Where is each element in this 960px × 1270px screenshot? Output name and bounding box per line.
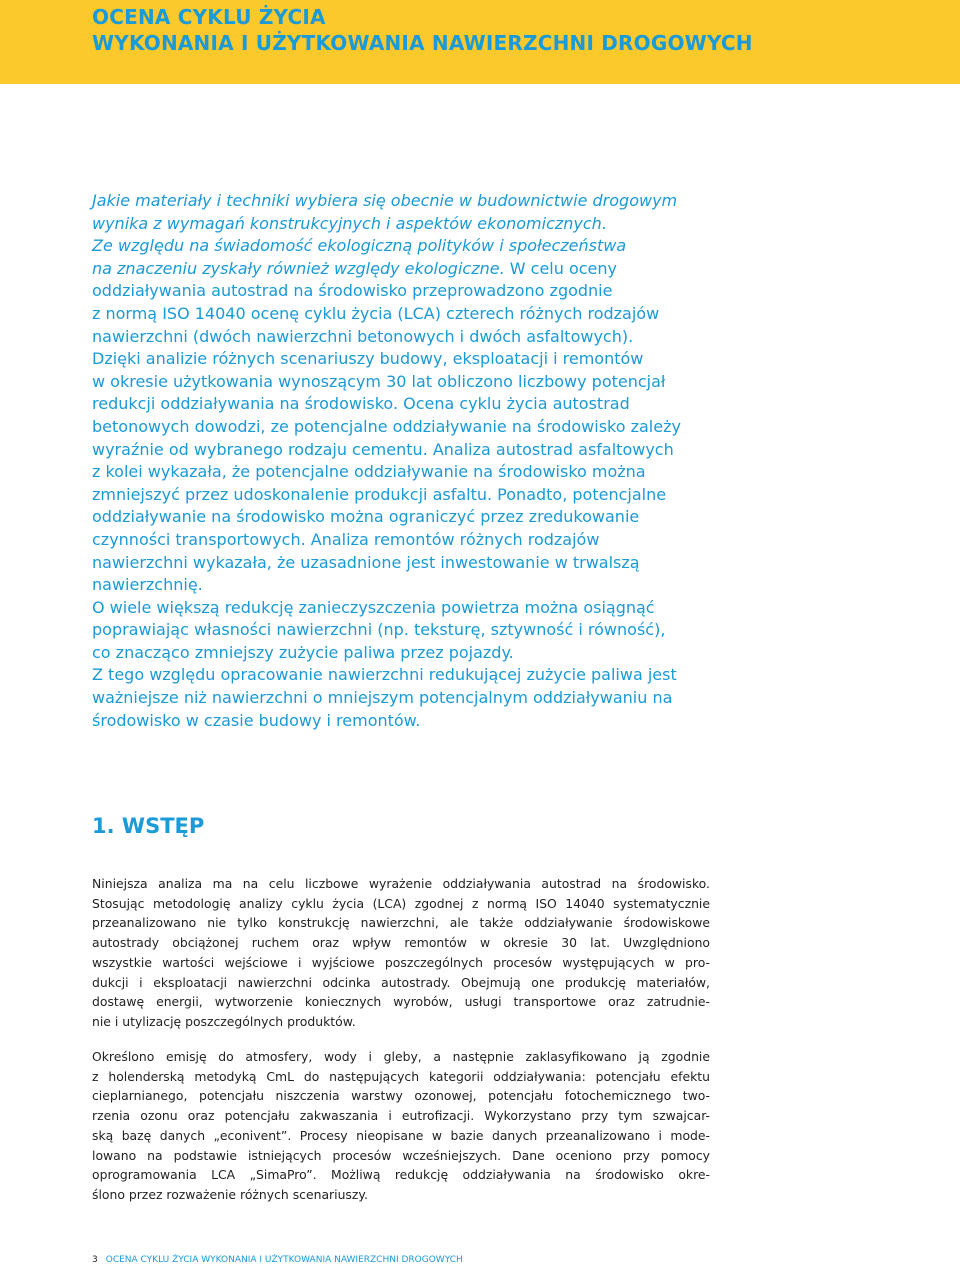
abstract-line-upright-part: W celu oceny [504, 258, 617, 278]
abstract-line: w okresie użytkowania wynoszącym 30 lat obliczono liczbowy potencjał [92, 371, 666, 391]
abstract-line: wyraźnie od wybranego rodzaju cementu. Analiza autostrad asfaltowych [92, 439, 674, 459]
abstract-line: betonowych dowodzi, ze potencjalne oddziaływanie na środowisko zależy [92, 416, 681, 436]
paragraph-line: Stosując metodologię analizy cyklu życia (LCA) zgodnej z normą ISO 14040 systematycznie [92, 895, 710, 911]
abstract-line: z normą ISO 14040 ocenę cyklu życia (LCA) czterech różnych rodzajów [92, 303, 660, 323]
document-title-line-1: OCENA CYKLU ŻYCIA [92, 5, 326, 29]
abstract-line: ważniejsze niż nawierzchni o mniejszym potencjalnym oddziaływaniu na [92, 688, 673, 708]
abstract-line: nawierzchni wykazała, że uzasadnione jest inwestowanie w trwalszą [92, 552, 640, 572]
abstract-line: Dzięki analizie różnych scenariuszy budowy, eksploatacji i remontów [92, 349, 644, 369]
abstract-line: nawierzchni (dwóch nawierzchni betonowych i dwóch asfaltowych). [92, 326, 634, 346]
paragraph-line: autostrady obciążonej ruchem oraz wpływ remontów w okresie 30 lat. Uwzględniono [92, 935, 710, 951]
paragraph-line: dostawę energii, wytworzenie koniecznych wyrobów, usługi transportowe oraz zatrudnie- [92, 994, 710, 1010]
abstract-line [92, 258, 872, 281]
abstract-line: oddziaływanie na środowisko można ograniczyć przez zredukowanie [92, 507, 640, 527]
paragraph-line: nie i utylizację poszczególnych produktów. [92, 1013, 356, 1029]
paragraph-line: Niniejsza analiza ma na celu liczbowe wyrażenie oddziaływania autostrad na środowisko. [92, 876, 710, 891]
document-title-line-2: WYKONANIA I UŻYTKOWANIA NAWIERZCHNI DROGOWYCH [92, 31, 753, 55]
abstract-line: środowisko w czasie budowy i remontów. [92, 710, 421, 730]
abstract-line: O wiele większą redukcję zanieczyszczenia powietrza można osiągnąć [92, 597, 655, 617]
paragraph-line: cieplarnianego, potencjału niszczenia warstwy ozonowej, potencjału fotochemicznego two- [92, 1088, 710, 1104]
paragraph-line: lowano na podstawie istniejących procesów wcześniejszych. Dane oceniono przy pomocy [92, 1147, 710, 1163]
paragraph-line: ślono przez rozważenie różnych scenariuszy. [92, 1186, 368, 1202]
abstract-line: z kolei wykazała, że potencjalne oddziaływanie na środowisko można [92, 462, 646, 482]
paragraph-line: przeanalizowano nie tylko konstrukcję nawierzchni, ale także oddziaływanie środowiskowe [92, 915, 710, 931]
abstract-line: oddziaływania autostrad na środowisko przeprowadzono zgodnie [92, 281, 613, 301]
abstract-line: czynności transportowych. Analiza remontów różnych rodzajów [92, 529, 600, 549]
abstract-line: zmniejszyć przez udoskonalenie produkcji asfaltu. Ponadto, potencjalne [92, 484, 667, 504]
paragraph-line: oprogramowania LCA „SimaPro”. Możliwą redukcję oddziaływania na środowisko okre- [92, 1167, 710, 1183]
abstract-line: co znacząco zmniejszy zużycie paliwa przez pojazdy. [92, 642, 514, 662]
paragraph-line: z holenderską metodyką CmL do następujących kategorii oddziaływania: potencjału efektu [92, 1068, 710, 1084]
header-band [0, 0, 960, 84]
section-heading: 1. WSTĘP [92, 814, 205, 838]
paragraph-line: Określono emisję do atmosfery, wody i gleby, a następnie zaklasyfikowano ją zgodnie [92, 1049, 710, 1064]
footer-running-title: OCENA CYKLU ŻYCIA WYKONANIA I UŻYTKOWANIA NAWIERZCHNI DROGOWYCH [105, 1255, 463, 1265]
paragraph-line: ską bazę danych „econivent”. Procesy nieopisane w bazie danych przeanalizowano i mode- [92, 1127, 710, 1143]
abstract-line: Jakie materiały i techniki wybiera się obecnie w budownictwie drogowym [92, 191, 678, 210]
body-paragraph [92, 1047, 710, 1205]
abstract [92, 190, 872, 732]
abstract-line: Ze względu na świadomość ekologiczną polityków i społeczeństwa [92, 236, 627, 256]
abstract-line: nawierzchnię. [92, 575, 203, 595]
paragraph-line: rzenia ozonu oraz potencjału zakwaszania i eutrofizacji. Wykorzystano przy tym szwajcar- [92, 1108, 710, 1124]
body-paragraph [92, 874, 710, 1032]
abstract-line: wynika z wymagań konstrukcyjnych i aspektów ekonomicznych. [92, 213, 607, 233]
page-number: 3 [92, 1255, 98, 1265]
page-footer [92, 1254, 463, 1266]
paragraph-line: dukcji i eksploatacji nawierzchni odcinka autostrady. Obejmują one produkcję materiałów, [92, 974, 710, 990]
abstract-line: redukcji oddziaływania na środowisko. Ocena cyklu życia autostrad [92, 394, 630, 414]
abstract-line: Z tego względu opracowanie nawierzchni redukującej zużycie paliwa jest [92, 665, 677, 685]
abstract-line-italic-part: na znaczeniu zyskały również względy ekologiczne. [92, 258, 505, 278]
abstract-line: poprawiając własności nawierzchni (np. teksturę, sztywność i równość), [92, 620, 666, 640]
paragraph-line: wszystkie wartości wejściowe i wyjściowe poszczególnych procesów występujących w pro- [92, 954, 710, 970]
